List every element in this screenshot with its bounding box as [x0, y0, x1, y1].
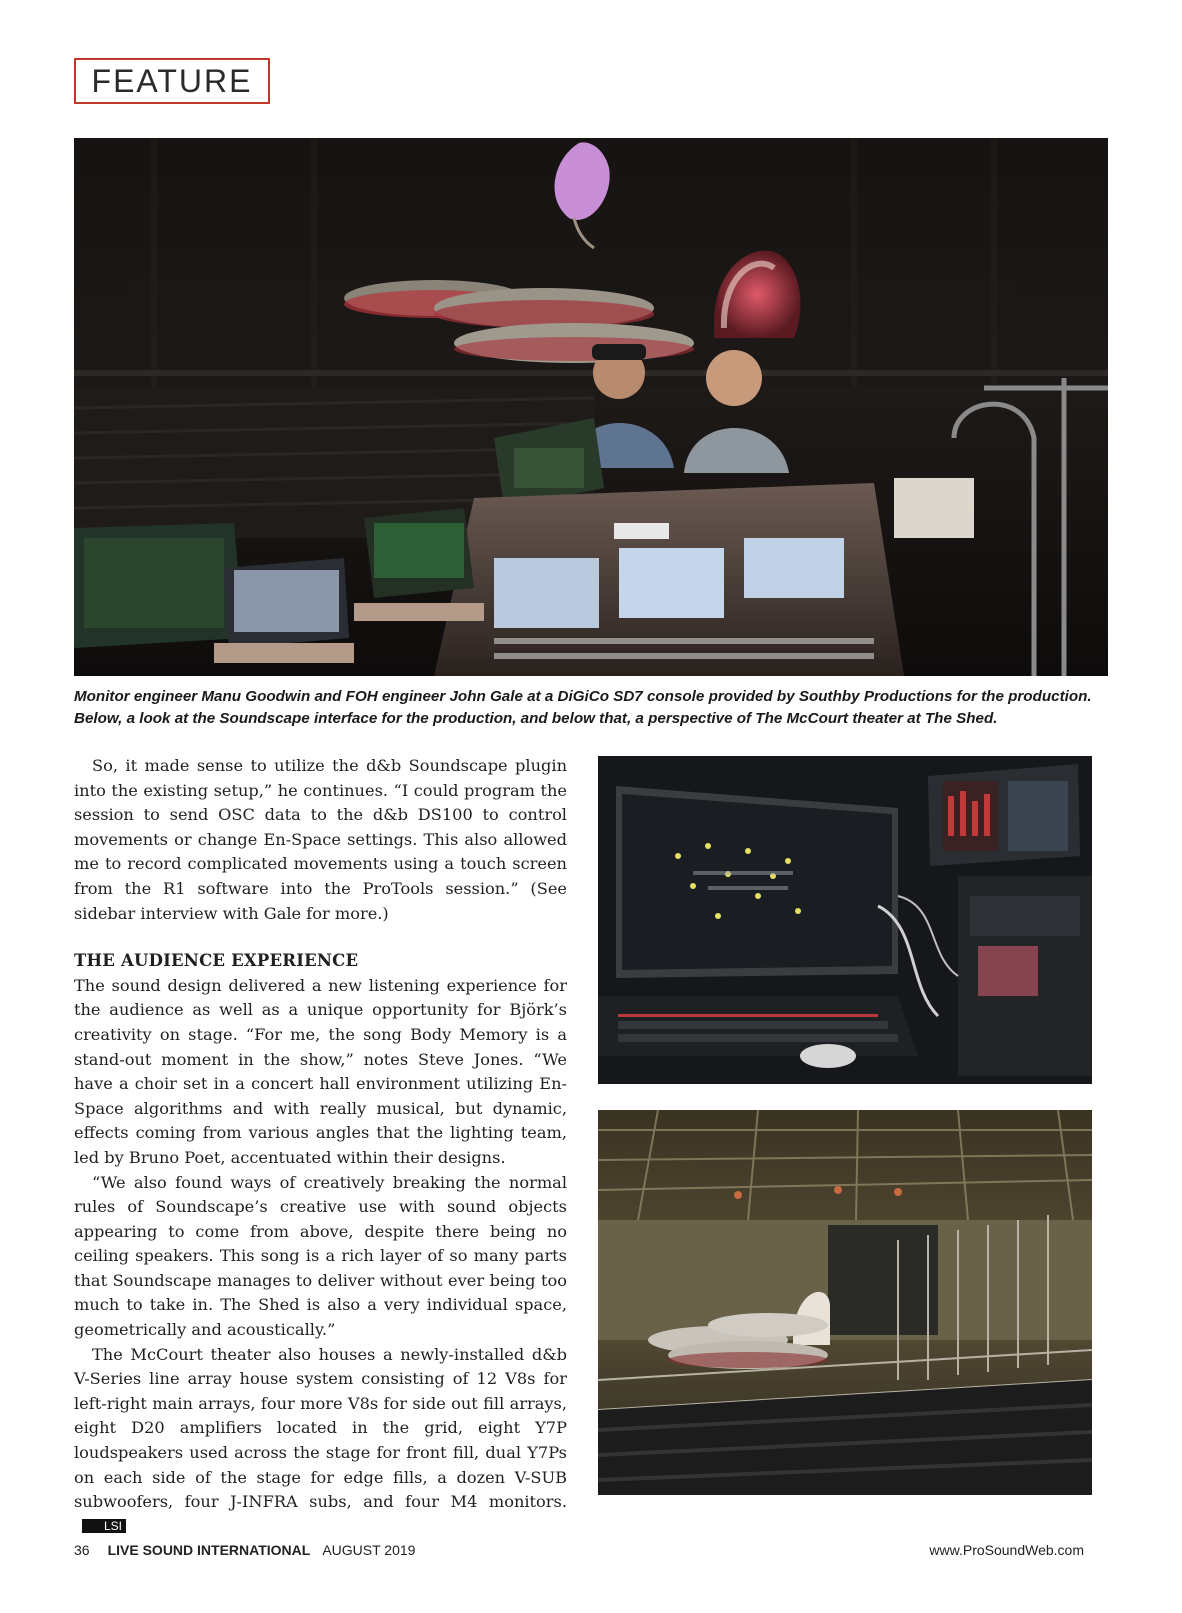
page-number: 36 — [74, 1542, 90, 1558]
page-footer — [74, 1542, 1084, 1564]
article-paragraph: So, it made sense to utilize the d&b Soundscape plugin into the existing setup,” he continues. “I could program the session to send OSC data to the d&b DS100 to control movements or change En-Space settings. This also allowed me to record complicated movements using a touch screen from the R1 software into the ProTools session.” (See sidebar interview with Gale for more.) — [74, 756, 567, 923]
issue-date: AUGUST 2019 — [322, 1542, 416, 1558]
photo-soundscape-interface-icon — [598, 756, 1092, 1084]
photo-caption — [74, 686, 1108, 730]
section-heading: THE AUDIENCE EXPERIENCE — [74, 951, 359, 971]
article-body — [74, 754, 567, 1539]
photo-mccourt-theater-icon — [598, 1110, 1092, 1495]
article-paragraph-last — [74, 1343, 567, 1540]
magazine-name: LIVE SOUND INTERNATIONAL — [107, 1542, 311, 1558]
section-label-box — [74, 58, 270, 104]
photo-console-engineers-icon — [74, 138, 1108, 676]
article-paragraph: The sound design delivered a new listening experience for the audience as well as a unique opportunity for Björk’s creativity on stage. “For me, the song Body Memory is a stand-out moment in the show,” notes Steve Jones. “We have a choir set in a concert hall environment utilizing En-Space algorithms and with really musical, but dynamic, effects coming from various angles that the lighting team, led by Bruno Poet, accentuated within their designs. — [74, 975, 567, 1167]
end-mark-badge: LSI — [82, 1519, 126, 1533]
theater-photo — [598, 1110, 1092, 1495]
section-label: FEATURE — [91, 62, 253, 99]
article-paragraph-text: The McCourt theater also houses a newly-installed d&b V-Series line array house system consisting of 12 V8s for left-right main arrays, four more V8s for side out fill arrays, eight D20 amplifiers located in the grid, eight Y7P loudspeakers used across the stage for front fill, dual Y7Ps on each side of the stage for edge fills, a dozen V-SUB subwoofers, four J-INFRA subs, and four M4 monitors. — [74, 1344, 567, 1512]
website-url[interactable]: www.ProSoundWeb.com — [929, 1542, 1084, 1558]
main-photo — [74, 138, 1108, 676]
article-paragraph: “We also found ways of creatively breaking the normal rules of Soundscape’s creative use with sound objects appearing to come from above, despite there being no ceiling speakers. This song is a rich layer of so many parts that Soundscape manages to deliver without ever being too much to take in. The Shed is also a very individual space, geometrically and acoustically.” — [74, 1172, 567, 1340]
caption-line-2: Below, a look at the Soundscape interface for the production, and below that, a perspective of The McCourt theater at The Shed. — [74, 710, 998, 727]
footer-left — [74, 1542, 415, 1558]
caption-line-1: Monitor engineer Manu Goodwin and FOH engineer John Gale at a DiGiCo SD7 console provided by Southby Productions for the production. — [74, 688, 1092, 705]
soundscape-photo — [598, 756, 1092, 1084]
